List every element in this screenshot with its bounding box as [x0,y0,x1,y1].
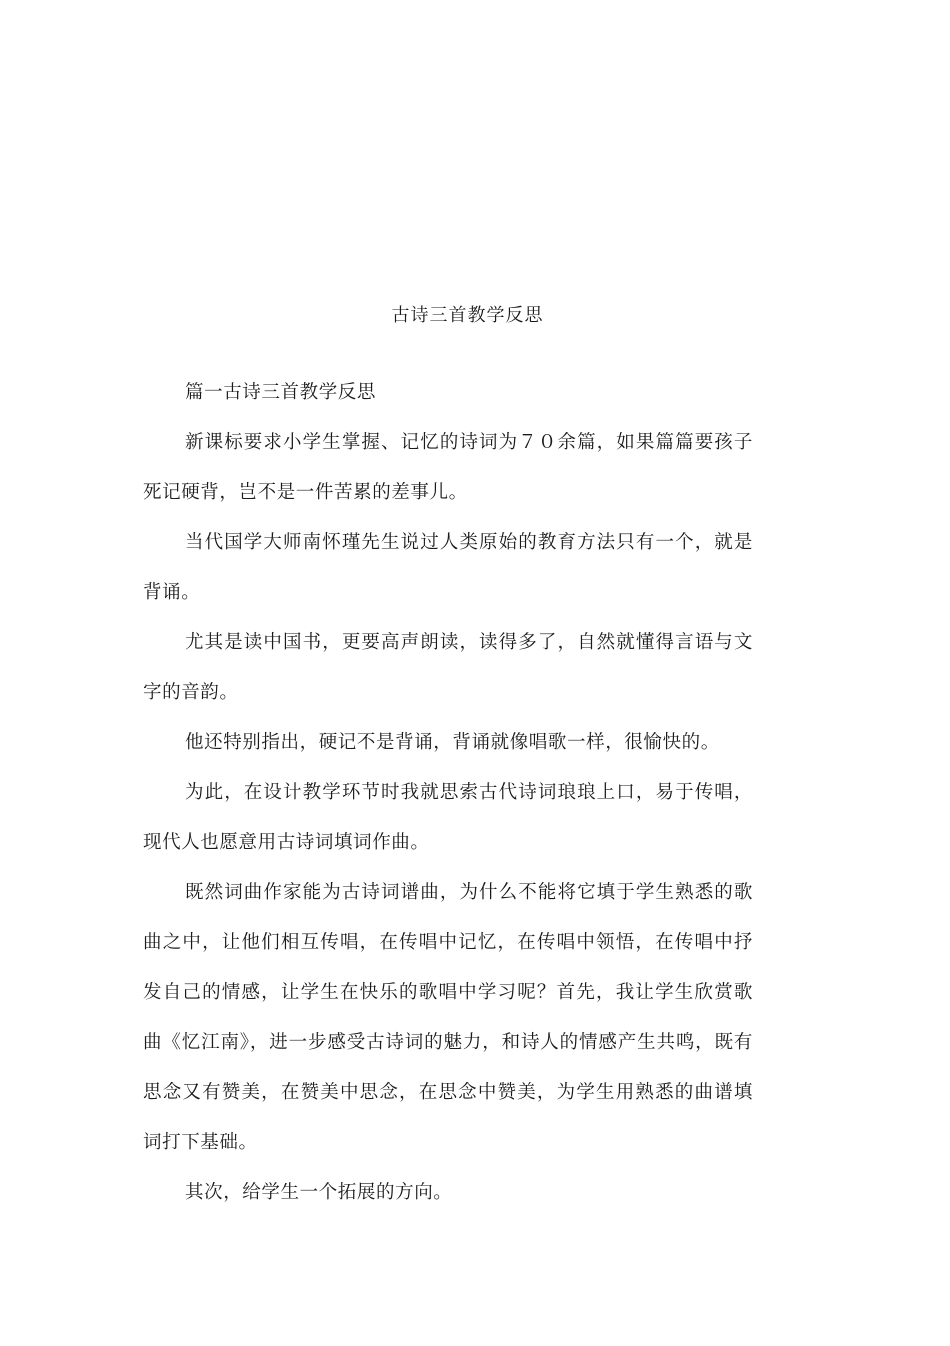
document-title: 古诗三首教学反思 [391,305,544,326]
section-heading: 篇一古诗三首教学反思 [185,382,377,403]
paragraph: 其次，给学生一个拓展的方向。 [185,1182,453,1203]
paragraph: 既然词曲作家能为古诗词谱曲，为什么不能将它填于学生熟悉的歌曲之中，让他们相互传唱，在传唱中记忆，在传唱中领悟，在传唱中抒发自己的情感，让学生在快乐的歌唱中学习呢？首先，我让学生欣赏歌曲《忆江南》，进一步感受古诗词的魅力，和诗人的情感产生共鸣，既有思念又有赞美，在赞美中思念，在思念中赞美，为学生用熟悉的曲谱填词打下基础。 [143,882,753,1153]
paragraph: 当代国学大师南怀瑾先生说过人类原始的教育方法只有一个，就是背诵。 [143,532,753,603]
paragraph: 新课标要求小学生掌握、记忆的诗词为７０余篇，如果篇篇要孩子死记硬背，岂不是一件苦累的差事儿。 [143,432,753,503]
paragraph: 尤其是读中国书，更要高声朗读，读得多了，自然就懂得言语与文字的音韵。 [143,632,753,703]
paragraph: 他还特别指出，硬记不是背诵，背诵就像唱歌一样，很愉快的。 [185,732,720,753]
document-body [143,368,753,1218]
paragraph: 为此，在设计教学环节时我就思索古代诗词琅琅上口，易于传唱，现代人也愿意用古诗词填词作曲。 [143,782,753,853]
